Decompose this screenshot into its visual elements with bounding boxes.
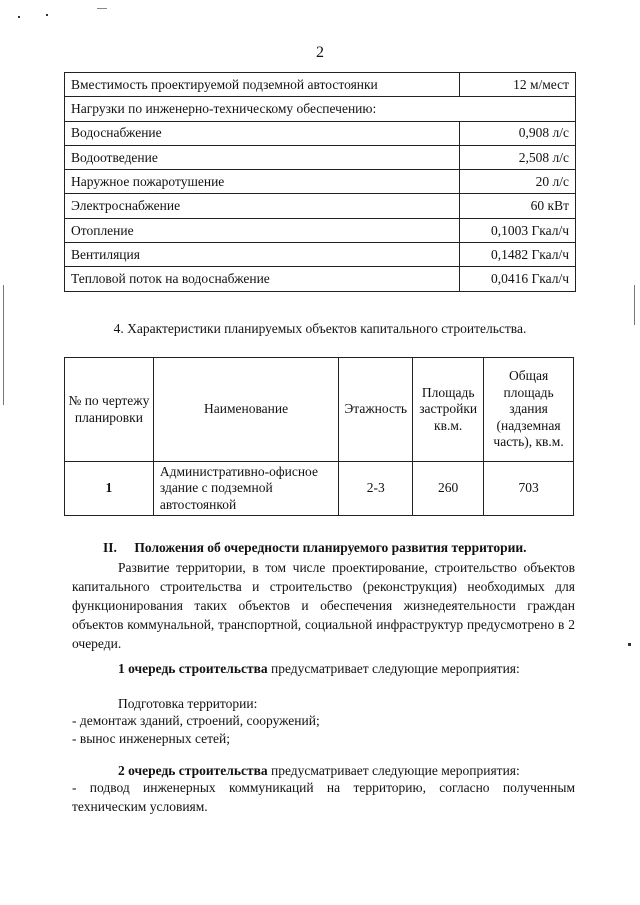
table-row — [65, 267, 576, 291]
row-value: 60 кВт — [460, 194, 576, 218]
section4-title: 4. Характеристики планируемых объектов капитального строительства. — [113, 321, 527, 336]
cell-num: 1 — [65, 462, 154, 516]
row-label: Наружное пожаротушение — [65, 170, 460, 194]
stage1-line — [118, 659, 520, 678]
row-value: 0,1003 Гкал/ч — [460, 218, 576, 242]
section2-title: Положения об очередности планируемого развития территории. — [134, 540, 527, 555]
scan-dot — [628, 643, 631, 646]
row-label: Вентиляция — [65, 243, 460, 267]
cell-floors: 2-3 — [339, 462, 413, 516]
table-row — [65, 97, 576, 121]
section2-heading — [103, 540, 527, 556]
table-header-row — [65, 358, 574, 462]
table-row — [65, 121, 576, 145]
section2-number: II. — [103, 540, 117, 555]
row-value: 0,1482 Гкал/ч — [460, 243, 576, 267]
scan-edge-right — [634, 285, 635, 325]
header-num: № по чертежу планировки — [65, 358, 154, 462]
scan-dot — [18, 16, 20, 18]
table-row — [65, 243, 576, 267]
scan-edge-left — [3, 285, 4, 405]
row-value: 0,0416 Гкал/ч — [460, 267, 576, 291]
row-value: 20 л/с — [460, 170, 576, 194]
table-row — [65, 218, 576, 242]
table-row — [65, 145, 576, 169]
capacity-value: 12 м/мест — [460, 73, 576, 97]
row-label: Водоотведение — [65, 145, 460, 169]
loads-header: Нагрузки по инженерно-техническому обеспечению: — [65, 97, 576, 121]
prep-title: Подготовка территории: — [118, 696, 258, 711]
header-floors: Этажность — [339, 358, 413, 462]
scan-dot — [46, 14, 48, 16]
page-number: 2 — [316, 44, 324, 61]
cell-total-area: 703 — [484, 462, 574, 516]
row-label: Тепловой поток на водоснабжение — [65, 267, 460, 291]
table-row — [65, 194, 576, 218]
loads-table — [64, 72, 576, 292]
list-item: - вынос инженерных сетей; — [72, 731, 230, 746]
table-row — [65, 462, 574, 516]
scan-line — [97, 8, 107, 9]
stage2-item: - подвод инженерных коммуникаций на территорию, согласно полученным техническим условиям. — [72, 780, 575, 814]
header-area: Площадь застройки кв.м. — [413, 358, 484, 462]
section2-intro: Развитие территории, в том числе проектирование, строительство объектов капитального строительства и строительство (реконструкция) необходимых для функционирования таких объектов и обеспечения жизнедеятельности граждан объектов коммунальной, транспортной, социальной инфраструктур предусмотрено в 2 очереди. — [72, 560, 575, 651]
cell-name: Административно-офисное здание с подземной автостоянкой — [153, 462, 338, 516]
table-row — [65, 73, 576, 97]
header-total-area: Общая площадь здания (надземная часть), кв.м. — [484, 358, 574, 462]
cell-area: 260 — [413, 462, 484, 516]
stage1-text: предусматривает следующие мероприятия: — [267, 661, 520, 676]
row-value: 0,908 л/с — [460, 121, 576, 145]
table-row — [65, 170, 576, 194]
stage2-title: 2 очередь строительства — [118, 763, 268, 778]
capacity-label: Вместимость проектируемой подземной автостоянки — [65, 73, 460, 97]
stage1-title: 1 очередь строительства — [118, 661, 268, 676]
row-label: Отопление — [65, 218, 460, 242]
list-item: - демонтаж зданий, строений, сооружений; — [72, 713, 320, 728]
stage2-text: предусматривает следующие мероприятия: — [267, 763, 520, 778]
header-name: Наименование — [153, 358, 338, 462]
objects-table — [64, 357, 574, 516]
row-value: 2,508 л/с — [460, 145, 576, 169]
row-label: Электроснабжение — [65, 194, 460, 218]
row-label: Водоснабжение — [65, 121, 460, 145]
